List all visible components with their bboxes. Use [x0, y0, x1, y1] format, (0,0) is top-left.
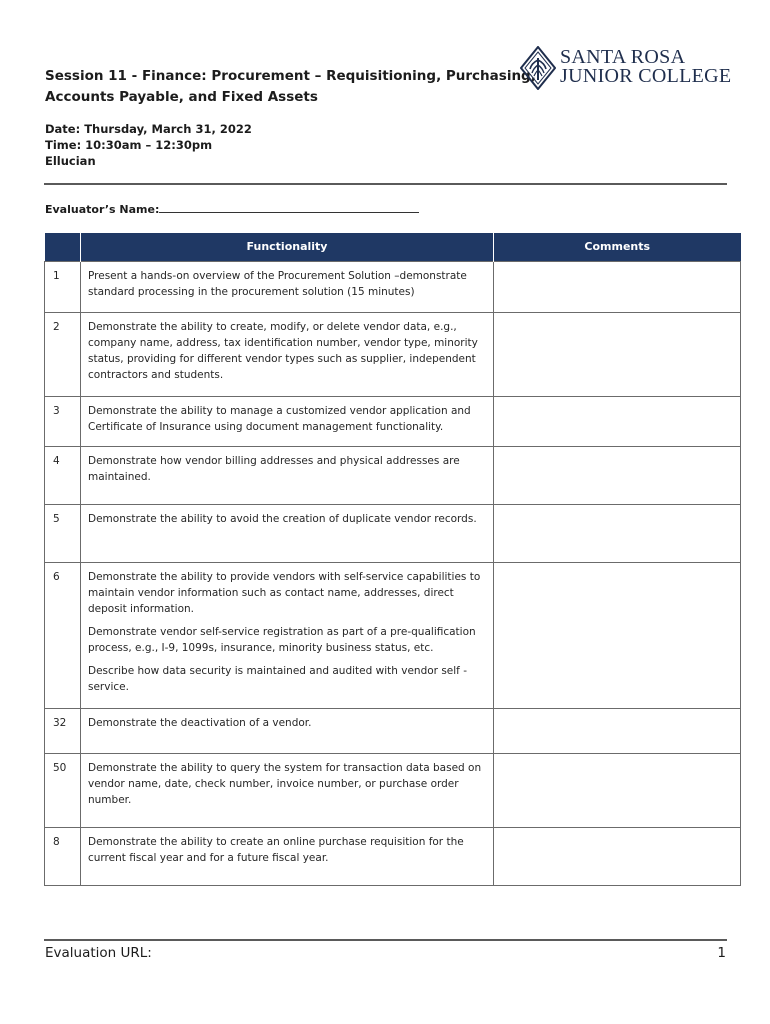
- header-divider: [44, 183, 727, 185]
- row-functionality: [81, 397, 494, 447]
- row-number: 4: [45, 447, 81, 505]
- functionality-text: Present a hands-on overview of the Procurement Solution –demonstrate standard processing in the procurement solution (15 minutes): [88, 270, 467, 298]
- table-row: [45, 447, 741, 505]
- row-number: 6: [45, 563, 81, 709]
- row-comments-cell[interactable]: [494, 828, 741, 886]
- row-functionality: [81, 828, 494, 886]
- evaluation-url-label: Evaluation URL:: [45, 945, 152, 961]
- functionality-text: Demonstrate the ability to create an online purchase requisition for the current fiscal year and for a future fiscal year.: [88, 836, 464, 864]
- session-time: Time: 10:30am – 12:30pm: [45, 138, 213, 152]
- row-functionality: [81, 754, 494, 828]
- functionality-text: Demonstrate the ability to provide vendors with self-service capabilities to maintain vendor information such as contact name, addresses, direct deposit information.: [88, 571, 481, 615]
- table-body: [45, 262, 741, 886]
- functionality-text: Describe how data security is maintained and audited with vendor self -service.: [88, 665, 467, 693]
- header-functionality: Functionality: [81, 233, 494, 262]
- functionality-text: Demonstrate the ability to create, modify, or delete vendor data, e.g., company name, address, tax identification number, vendor type, minority status, providing for different vendor types such as supplier, independent contractors and students.: [88, 321, 478, 381]
- row-number: 3: [45, 397, 81, 447]
- vendor-name: Ellucian: [45, 154, 96, 168]
- row-comments-cell[interactable]: [494, 262, 741, 313]
- table-row: [45, 505, 741, 563]
- row-functionality: [81, 563, 494, 709]
- row-functionality: [81, 313, 494, 397]
- college-wordmark: [560, 48, 731, 86]
- functionality-text: Demonstrate the deactivation of a vendor.: [88, 717, 312, 729]
- evaluator-name-field: [45, 202, 419, 216]
- college-seal-icon: [520, 46, 556, 90]
- table-header-row: [45, 233, 741, 262]
- evaluation-table: [44, 233, 741, 886]
- functionality-text: Demonstrate the ability to query the system for transaction data based on vendor name, date, check number, invoice number, or purchase order number.: [88, 762, 482, 806]
- logo-line-2: JUNIOR COLLEGE: [560, 65, 732, 87]
- functionality-text: Demonstrate the ability to avoid the creation of duplicate vendor records.: [88, 513, 477, 525]
- evaluator-name-blank[interactable]: [159, 202, 419, 213]
- row-number: 2: [45, 313, 81, 397]
- functionality-text: Demonstrate vendor self-service registration as part of a pre-qualification process, e.g., I-9, 1099s, insurance, minority business status, etc.: [88, 626, 476, 654]
- row-number: 1: [45, 262, 81, 313]
- row-functionality: [81, 709, 494, 754]
- college-logo: [520, 44, 732, 92]
- title-line-1: Session 11 - Finance: Procurement – Requisitioning, Purchasing,: [45, 68, 536, 84]
- row-comments-cell[interactable]: [494, 754, 741, 828]
- row-functionality: [81, 505, 494, 563]
- document-title: [45, 66, 536, 108]
- row-comments-cell[interactable]: [494, 313, 741, 397]
- title-line-2: Accounts Payable, and Fixed Assets: [45, 89, 318, 105]
- table-row: [45, 709, 741, 754]
- row-comments-cell[interactable]: [494, 709, 741, 754]
- row-functionality: [81, 262, 494, 313]
- row-number: 5: [45, 505, 81, 563]
- table-row: [45, 754, 741, 828]
- session-date: Date: Thursday, March 31, 2022: [45, 122, 252, 136]
- row-comments-cell[interactable]: [494, 505, 741, 563]
- page-number: 1: [717, 945, 726, 961]
- logo-line-1: SANTA ROSA: [560, 46, 686, 68]
- evaluator-label: Evaluator’s Name:: [45, 203, 160, 216]
- session-details: [45, 121, 252, 169]
- row-number: 32: [45, 709, 81, 754]
- table-row: [45, 828, 741, 886]
- functionality-text: Demonstrate the ability to manage a customized vendor application and Certificate of Insurance using document management functionality.: [88, 405, 471, 433]
- table-row: [45, 262, 741, 313]
- row-number: 8: [45, 828, 81, 886]
- header-number: [45, 233, 81, 262]
- table-row: [45, 563, 741, 709]
- row-comments-cell[interactable]: [494, 397, 741, 447]
- row-comments-cell[interactable]: [494, 563, 741, 709]
- row-functionality: [81, 447, 494, 505]
- functionality-text: Demonstrate how vendor billing addresses and physical addresses are maintained.: [88, 455, 460, 483]
- header-comments: Comments: [494, 233, 741, 262]
- row-comments-cell[interactable]: [494, 447, 741, 505]
- table-row: [45, 397, 741, 447]
- row-number: 50: [45, 754, 81, 828]
- footer-divider: [44, 939, 727, 941]
- table-row: [45, 313, 741, 397]
